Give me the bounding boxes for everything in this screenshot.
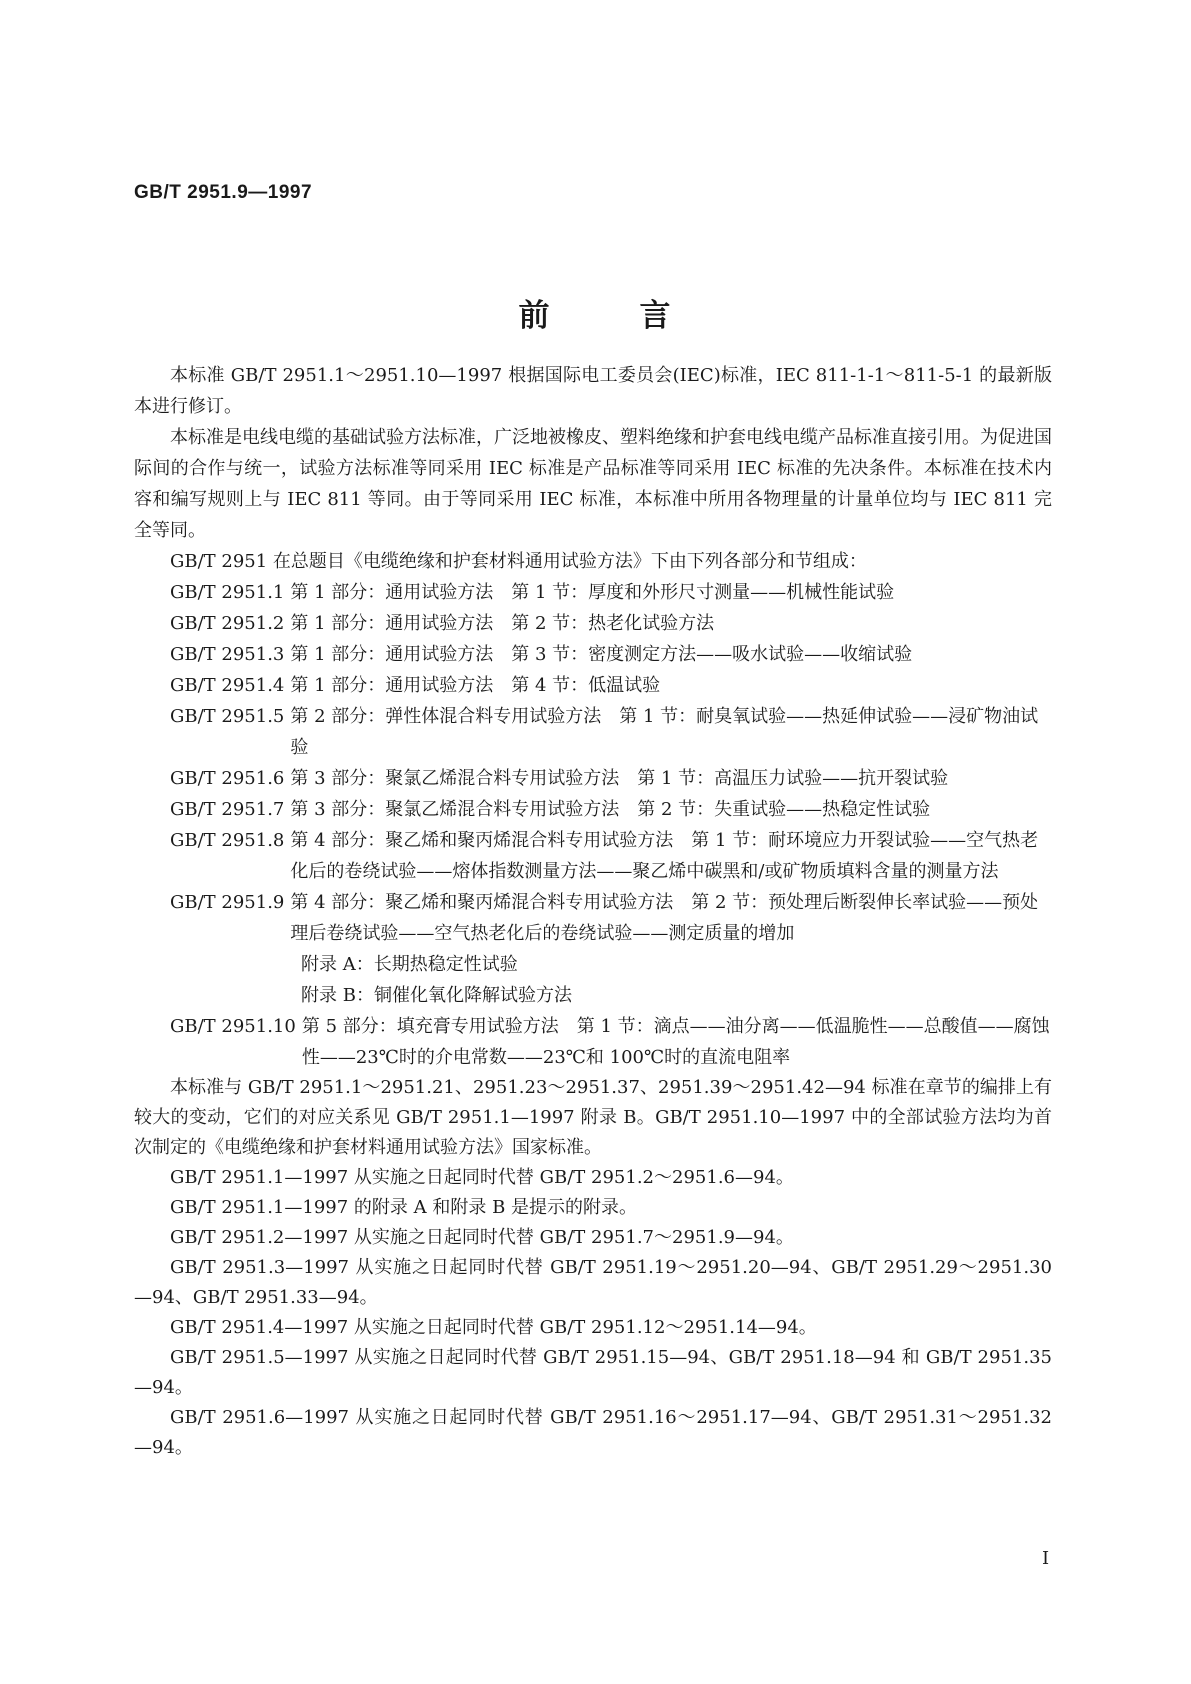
- page-title: [0, 290, 1191, 335]
- standard-code-header: GB/T 2951.9—1997: [134, 182, 313, 203]
- intro-paragraph: 本标准 GB/T 2951.1～2951.10—1997 根据国际电工委员会(IEC)标准，IEC 811-1-1～811-5-1 的最新版本进行修订。: [134, 365, 1052, 417]
- part-desc: 第 1 部分：通用试验方法 第 2 节：热老化试验方法: [290, 613, 715, 634]
- part-code: GB/T 2951.3: [170, 644, 285, 665]
- part-entry: [134, 794, 1052, 825]
- closing-paragraph: GB/T 2951.6—1997 从实施之日起同时代替 GB/T 2951.16～2951.17—94、GB/T 2951.31～2951.32—94。: [134, 1407, 1052, 1458]
- part-desc: 第 4 部分：聚乙烯和聚丙烯混合料专用试验方法 第 2 节：预处理后断裂伸长率试验——预处理后卷绕试验——空气热老化后的卷绕试验——测定质量的增加: [290, 892, 1039, 944]
- part-code: GB/T 2951.6: [170, 768, 285, 789]
- document-body: [134, 360, 1052, 1463]
- part-code: GB/T 2951.10: [170, 1016, 296, 1037]
- part-code: GB/T 2951.5: [170, 706, 285, 727]
- part-desc: 第 1 部分：通用试验方法 第 3 节：密度测定方法——吸水试验——收缩试验: [290, 644, 913, 665]
- title-char-right: 言: [639, 298, 673, 334]
- title-char-left: 前: [518, 298, 552, 334]
- part-entry: [134, 763, 1052, 794]
- part-entry: [134, 825, 1052, 887]
- annex-entry: 附录 B：铜催化氧化降解试验方法: [301, 985, 572, 1006]
- annex-entry: 附录 A：长期热稳定性试验: [301, 954, 518, 975]
- part-entry: [134, 608, 1052, 639]
- part-desc: 第 3 部分：聚氯乙烯混合料专用试验方法 第 1 节：高温压力试验——抗开裂试验: [290, 768, 949, 789]
- intro-paragraph: 本标准是电线电缆的基础试验方法标准，广泛地被橡皮、塑料绝缘和护套电线电缆产品标准直接引用。为促进国际间的合作与统一，试验方法标准等同采用 IEC 标准是产品标准等同采用 IEC 标准的先决条件。本标准在技术内容和编写规则上与 IEC 811 等同。由于等同采用 IEC 标准，本标准中所用各物理量的计量单位均与 IEC 811 完全等同。: [134, 427, 1052, 541]
- closing-paragraph: GB/T 2951.3—1997 从实施之日起同时代替 GB/T 2951.19～2951.20—94、GB/T 2951.29～2951.30—94、GB/T 2951.33—94。: [134, 1257, 1052, 1308]
- closing-paragraph: GB/T 2951.4—1997 从实施之日起同时代替 GB/T 2951.12～2951.14—94。: [170, 1317, 817, 1338]
- part-desc: 第 1 部分：通用试验方法 第 4 节：低温试验: [290, 675, 661, 696]
- part-entry: [134, 1011, 1052, 1073]
- part-code: GB/T 2951.7: [170, 799, 285, 820]
- part-entry: [134, 577, 1052, 608]
- part-entry: [134, 701, 1052, 763]
- part-entry: [134, 639, 1052, 670]
- closing-paragraph: GB/T 2951.5—1997 从实施之日起同时代替 GB/T 2951.15—94、GB/T 2951.18—94 和 GB/T 2951.35—94。: [134, 1347, 1052, 1398]
- page-number: I: [1042, 1548, 1050, 1569]
- part-desc: 第 2 部分：弹性体混合料专用试验方法 第 1 节：耐臭氧试验——热延伸试验——浸矿物油试验: [290, 706, 1039, 758]
- part-code: GB/T 2951.9: [170, 892, 285, 913]
- closing-paragraph: 本标准与 GB/T 2951.1～2951.21、2951.23～2951.37、2951.39～2951.42—94 标准在章节的编排上有较大的变动，它们的对应关系见 GB/T 2951.1—1997 附录 B。GB/T 2951.10—1997 中的全部试验方法均为首次制定的《电缆绝缘和护套材料通用试验方法》国家标准。: [134, 1077, 1052, 1158]
- closing-paragraph: GB/T 2951.1—1997 的附录 A 和附录 B 是提示的附录。: [170, 1197, 638, 1218]
- part-desc: 第 5 部分：填充膏专用试验方法 第 1 节：滴点——油分离——低温脆性——总酸值——腐蚀性——23℃时的介电常数——23℃和 100℃时的直流电阻率: [301, 1016, 1050, 1068]
- part-code: GB/T 2951.4: [170, 675, 285, 696]
- parts-list: [134, 577, 1052, 1073]
- closing-paragraph: GB/T 2951.1—1997 从实施之日起同时代替 GB/T 2951.2～2951.6—94。: [170, 1167, 794, 1188]
- intro-paragraph: GB/T 2951 在总题目《电缆绝缘和护套材料通用试验方法》下由下列各部分和节组成：: [170, 551, 867, 572]
- part-code: GB/T 2951.2: [170, 613, 285, 634]
- part-desc: 第 4 部分：聚乙烯和聚丙烯混合料专用试验方法 第 1 节：耐环境应力开裂试验——空气热老化后的卷绕试验——熔体指数测量方法——聚乙烯中碳黑和/或矿物质填料含量的测量方法: [290, 830, 1039, 882]
- part-desc: 第 3 部分：聚氯乙烯混合料专用试验方法 第 2 节：失重试验——热稳定性试验: [290, 799, 931, 820]
- part-desc: 第 1 部分：通用试验方法 第 1 节：厚度和外形尺寸测量——机械性能试验: [290, 582, 895, 603]
- part-entry: [134, 670, 1052, 701]
- part-entry: [134, 887, 1052, 949]
- part-code: GB/T 2951.8: [170, 830, 285, 851]
- closing-paragraph: GB/T 2951.2—1997 从实施之日起同时代替 GB/T 2951.7～2951.9—94。: [170, 1227, 794, 1248]
- part-code: GB/T 2951.1: [170, 582, 285, 603]
